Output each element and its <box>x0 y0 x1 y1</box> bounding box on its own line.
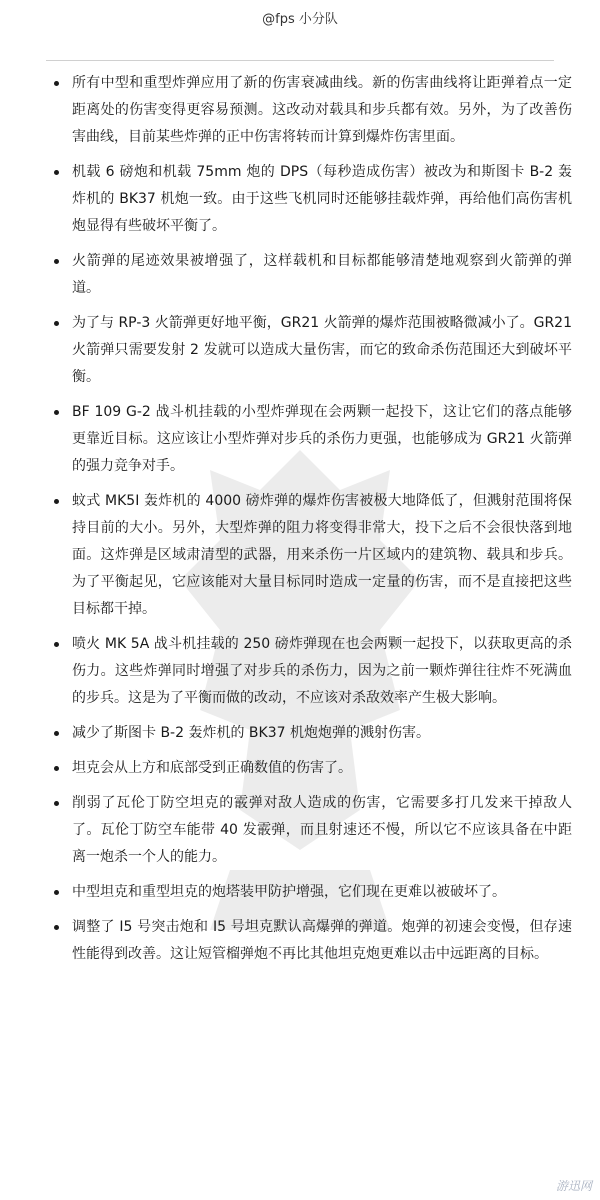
note-text: 所有中型和重型炸弹应用了新的伤害衰减曲线。新的伤害曲线将让距弹着点一定距离处的伤害变得更容易预测。这改动对载具和步兵都有效。另外，为了改善伤害曲线，目前某些炸弹的正中伤害将转而计算到爆炸伤害里面。 <box>72 75 572 145</box>
list-item <box>52 879 572 906</box>
note-text: 中型坦克和重型坦克的炮塔装甲防护增强，它们现在更难以被破坏了。 <box>72 884 506 900</box>
note-text: 机载 6 磅炮和机载 75mm 炮的 DPS（每秒造成伤害）被改为和斯图卡 B-2 轰炸机的 BK37 机炮一致。由于这些飞机同时还能够挂载炸弹，再给他们高伤害机炮显得有些破坏平衡了。 <box>72 164 572 234</box>
note-text: BF 109 G-2 战斗机挂载的小型炸弹现在会两颗一起投下，这让它们的落点能够更靠近目标。这应该让小型炸弹对步兵的杀伤力更强，也能够成为 GR21 火箭弹的强力竞争对手。 <box>72 404 572 474</box>
list-item <box>52 159 572 240</box>
notes-list <box>52 70 572 968</box>
patch-notes <box>52 70 572 976</box>
bullet-icon <box>54 321 59 326</box>
list-item <box>52 790 572 871</box>
list-item <box>52 488 572 623</box>
bullet-icon <box>54 925 59 930</box>
note-text: 喷火 MK 5A 战斗机挂载的 250 磅炸弹现在也会两颗一起投下，以获取更高的杀伤力。这些炸弹同时增强了对步兵的杀伤力，因为之前一颗炸弹往往炸不死满血的步兵。这是为了平衡而做的改动，不应该对杀敌效率产生极大影响。 <box>72 636 572 706</box>
header-title: @fps 小分队 <box>262 11 338 27</box>
header-divider <box>46 60 554 61</box>
bullet-icon <box>54 766 59 771</box>
list-item <box>52 399 572 480</box>
bullet-icon <box>54 731 59 736</box>
bullet-icon <box>54 410 59 415</box>
note-text: 坦克会从上方和底部受到正确数值的伤害了。 <box>72 760 352 776</box>
list-item <box>52 914 572 968</box>
site-logo-text: 游迅网 <box>555 1179 592 1193</box>
bullet-icon <box>54 801 59 806</box>
list-item <box>52 755 572 782</box>
list-item <box>52 631 572 712</box>
note-text: 调整了 I5 号突击炮和 I5 号坦克默认高爆弹的弹道。炮弹的初速会变慢，但存速性能得到改善。这让短管榴弹炮不再比其他坦克炮更难以击中远距离的目标。 <box>72 919 572 962</box>
note-text: 蚊式 MK5I 轰炸机的 4000 磅炸弹的爆炸伤害被极大地降低了，但溅射范围将保持目前的大小。另外，大型炸弹的阻力将变得非常大，投下之后不会很快落到地面。这炸弹是区域肃清型的武器，用来杀伤一片区域内的建筑物、载具和步兵。为了平衡起见，它应该能对大量目标同时造成一定量的伤害，而不是直接把这些目标都干掉。 <box>72 493 572 617</box>
page-header <box>0 0 600 34</box>
list-item <box>52 248 572 302</box>
site-logo <box>556 1177 592 1194</box>
list-item <box>52 310 572 391</box>
list-item <box>52 720 572 747</box>
note-text: 削弱了瓦伦丁防空坦克的霰弹对敌人造成的伤害，它需要多打几发来干掉敌人了。瓦伦丁防空车能带 40 发霰弹，而且射速还不慢，所以它不应该具备在中距离一炮杀一个人的能力。 <box>72 795 572 865</box>
bullet-icon <box>54 81 59 86</box>
bullet-icon <box>54 170 59 175</box>
bullet-icon <box>54 259 59 264</box>
note-text: 减少了斯图卡 B-2 轰炸机的 BK37 机炮炮弹的溅射伤害。 <box>72 725 430 741</box>
list-item <box>52 70 572 151</box>
note-text: 为了与 RP-3 火箭弹更好地平衡，GR21 火箭弹的爆炸范围被略微减小了。GR21 火箭弹只需要发射 2 发就可以造成大量伤害，而它的致命杀伤范围还大到破坏平衡。 <box>72 315 572 385</box>
note-text: 火箭弹的尾迹效果被增强了，这样载机和目标都能够清楚地观察到火箭弹的弹道。 <box>72 253 572 296</box>
bullet-icon <box>54 890 59 895</box>
bullet-icon <box>54 499 59 504</box>
bullet-icon <box>54 642 59 647</box>
